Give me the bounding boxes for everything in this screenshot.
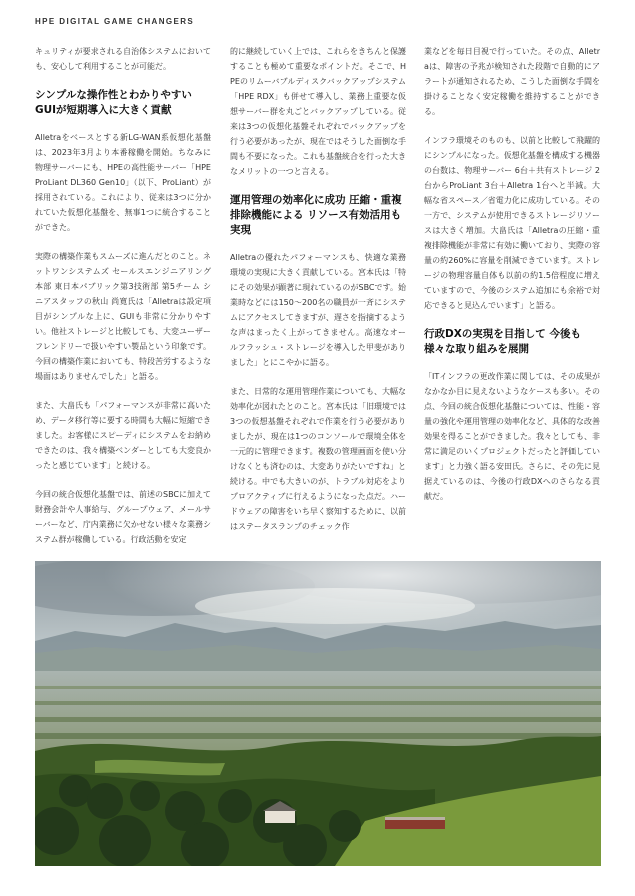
text-column-3 — [424, 44, 600, 518]
section-heading: 行政DXの実現を目指して 今後も様々な取り組みを展開 — [424, 328, 581, 355]
body-paragraph: 的に継続していく上では、これらをきちんと保護することも極めて重要なポイントだ。そこで、HPEのリムーバブルディスクバックアップシステム「HPE RDX」も併せて導入し、業務上重要な仮想サーバー群を丸ごとバックアップしている。従来は3つの仮想化基盤それぞれでバックアップを行う必要があったが、現在ではそうした面倒な手間も不要になった。これも基盤統合を行った大きなメリットの一つと言える。 — [230, 47, 406, 176]
landscape-photo — [35, 561, 601, 866]
body-paragraph: 業などを毎日目視で行っていた。その点、Alletraは、障害の予兆が検知された段階で自動的にアラートが通知されるため、こうした面倒な手間を掛けることなく安定稼働を維持することができる。 — [424, 47, 600, 116]
body-paragraph: また、日常的な運用管理作業についても、大幅な効率化が図れたとのこと。宮本氏は「旧環境では3つの仮想基盤それぞれで作業を行う必要がありましたが、現在は1つのコンソールで環境全体を一元的に管理できます。複数の管理画面を使い分けなくとも済むのは、大変ありがたいですね」と続ける。中でも大きいのが、トラブル対応をよりプロアクティブに行えるようになった点だ。ハードウェアの障害をいち早く察知するために、以前はステータスランプのチェック作 — [230, 387, 406, 531]
text-column-2 — [230, 44, 406, 548]
text-column-1 — [35, 44, 211, 561]
landscape-photo-icon — [35, 561, 601, 866]
section-heading: 運用管理の効率化に成功 圧縮・重複排除機能による リソース有効活用も実現 — [230, 194, 402, 236]
body-paragraph: 今回の統合仮想化基盤では、前述のSBCに加えて財務会計や人事給与、グループウェア、メールサーバーなど、庁内業務に欠かせない様々な業務システム群が稼働している。行政活動を安定 — [35, 490, 212, 544]
body-paragraph: Alletraをベースとする新LG-WAN系仮想化基盤は、2023年3月より本番稼働を開始。ちなみに物理サーバーにも、HPEの高性能サーバー「HPE ProLiant DL360 Gen10」（以下、ProLiant）が採用されている。これにより、従来は3つに分かれていた仮想化基盤を、無事1つに統合することができた。 — [35, 133, 211, 232]
body-paragraph: キュリティが要求される自治体システムにおいても、安心して利用することが可能だ。 — [35, 47, 211, 71]
section-heading: シンプルな操作性とわかりやすいGUIが短期導入に大きく貢献 — [35, 89, 192, 116]
running-header: HPE DIGITAL GAME CHANGERS — [35, 17, 195, 26]
body-paragraph: 「ITインフラの更改作業に関しては、その成果がなかなか目に見えないようなケースも多い。その点、今回の統合仮想化基盤については、性能・容量の強化や運用管理の効率化など、具体的な改善効果を得ることができました。我々としても、非常に満足のいくプロジェクトだったと評価しています」と力強く語る安田氏。さらに、その先に見据えているのは、今後の行政DXへのさらなる貢献だ。 — [424, 372, 600, 501]
body-paragraph: Alletraの優れたパフォーマンスも、快適な業務環境の実現に大きく貢献している。宮本氏は「特にその効果が顕著に現れているのがSBCです。始業時などには150〜200名の職員が一斉にシステムにアクセスしてきますが、遅さを指摘するような声はまったく上がってきません。高速なオールフラッシュ・ストレージを導入した甲斐がありました」とにこやかに語る。 — [230, 253, 406, 367]
body-paragraph: インフラ環境そのものも、以前と比較して飛躍的にシンプルになった。仮想化基盤を構成する機器の台数は、物理サーバー 6台＋共有ストレージ 2台からProLiant 3台＋Alletra 1台へと半減。大幅な省スペース／省電力化に成功している。その一方で、システムが使用できるストレージリソースは大きく増加。大畠氏は「Alletraの圧縮・重複排除機能が非常に有効に働いており、実際の容量の約260%に容量を削減できています。ストレージの物理容量自体も以前の約1.5倍程度に増えていますので、今後のシステム追加にも余裕で対応できると見込んでいます」と語る。 — [424, 136, 600, 310]
body-paragraph: また、大畠氏も「パフォーマンスが非常に高いため、データ移行等に要する時間も大幅に短縮できました。お客様にスピーディにシステムをお納めできたのは、我々構築ベンダーとしても大変良かったと感じています」と続ける。 — [35, 401, 211, 470]
body-paragraph: 実際の構築作業もスムーズに進んだとのこと。ネットワンシステムズ セールスエンジニアリング本部 東日本パブリック第3技術部 第5チーム シニアスタッフの秋山 尚寛氏は「Alletraは設定項目がシンプルな上に、GUIも非常に分かりやすい。他社ストレージと比較しても、大変ユーザーフレンドリーで扱いやすい製品という印象です。今回の構築作業においても、特段苦労するような場面はありませんでした」と語る。 — [35, 252, 211, 381]
